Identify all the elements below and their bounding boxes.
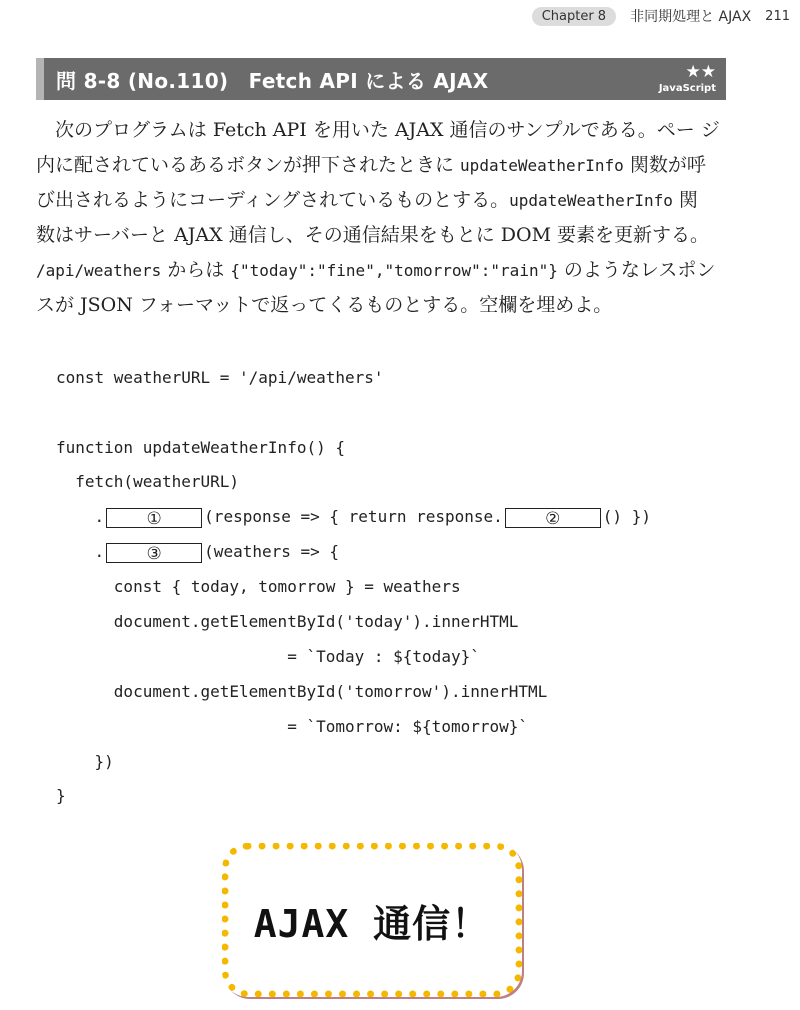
running-header — [532, 5, 790, 27]
code-line: function updateWeatherInfo() { — [56, 438, 345, 457]
inline-code: {"today":"fine","tomorrow":"rain"} — [230, 261, 558, 280]
chapter-label: Chapter 8 — [532, 7, 616, 26]
blank-2[interactable]: ② — [505, 508, 601, 528]
problem-title-bar — [36, 58, 726, 100]
blank-3[interactable]: ③ — [106, 543, 202, 563]
paragraph-line: び出されるようにコーディングされているものとする。updateWeatherInfo 関 — [36, 189, 698, 211]
title-accent — [36, 58, 44, 100]
code-line: . ③ (weathers => { — [56, 542, 340, 564]
code-line: document.getElementById('today').innerHTML — [56, 612, 519, 631]
code-line: }) — [56, 752, 114, 771]
code-line: const { today, tomorrow } = weathers — [56, 577, 461, 596]
problem-title: 問 8-8 (No.110) Fetch API による AJAX — [56, 68, 489, 93]
inline-code: updateWeatherInfo — [460, 156, 624, 175]
inline-code: /api/weathers — [36, 261, 162, 280]
section-title: 非同期処理と AJAX — [630, 9, 752, 25]
blank-1[interactable]: ① — [106, 508, 202, 528]
star-icon: ★★ — [685, 62, 716, 82]
ajax-note — [222, 843, 522, 997]
code-line: fetch(weatherURL) — [56, 472, 240, 491]
paragraph-line: 数はサーバーと AJAX 通信し、その通信結果をもとに DOM 要素を更新する。 — [36, 224, 710, 246]
page-number: 211 — [765, 8, 790, 24]
difficulty-meta — [659, 64, 716, 94]
code-line: } — [56, 786, 66, 805]
inline-code: updateWeatherInfo — [509, 191, 673, 210]
paragraph-line: 内に配されているあるボタンが押下されたときに updateWeatherInfo 関数が呼 — [36, 154, 706, 176]
language-label: JavaScript — [658, 83, 716, 94]
problem-description — [36, 113, 742, 323]
paragraph-line: スが JSON フォーマットで返ってくるものとする。空欄を埋めよ。 — [36, 294, 613, 316]
code-line: . ① (response => { return response. ② () }) — [56, 507, 651, 529]
code-line: = `Today : ${today}` — [56, 647, 480, 666]
code-line: document.getElementById('tomorrow').innerHTML — [56, 682, 548, 701]
paragraph-line: 次のプログラムは Fetch API を用いた AJAX 通信のサンプルである。ペー ジ — [55, 119, 720, 141]
code-line: = `Tomorrow: ${tomorrow}` — [56, 717, 529, 736]
code-line: const weatherURL = '/api/weathers' — [56, 368, 384, 387]
note-text: AJAX 通信！ — [253, 901, 491, 946]
paragraph-line: /api/weathers からは {"today":"fine","tomorrow":"rain"} のようなレスポン — [36, 259, 716, 281]
